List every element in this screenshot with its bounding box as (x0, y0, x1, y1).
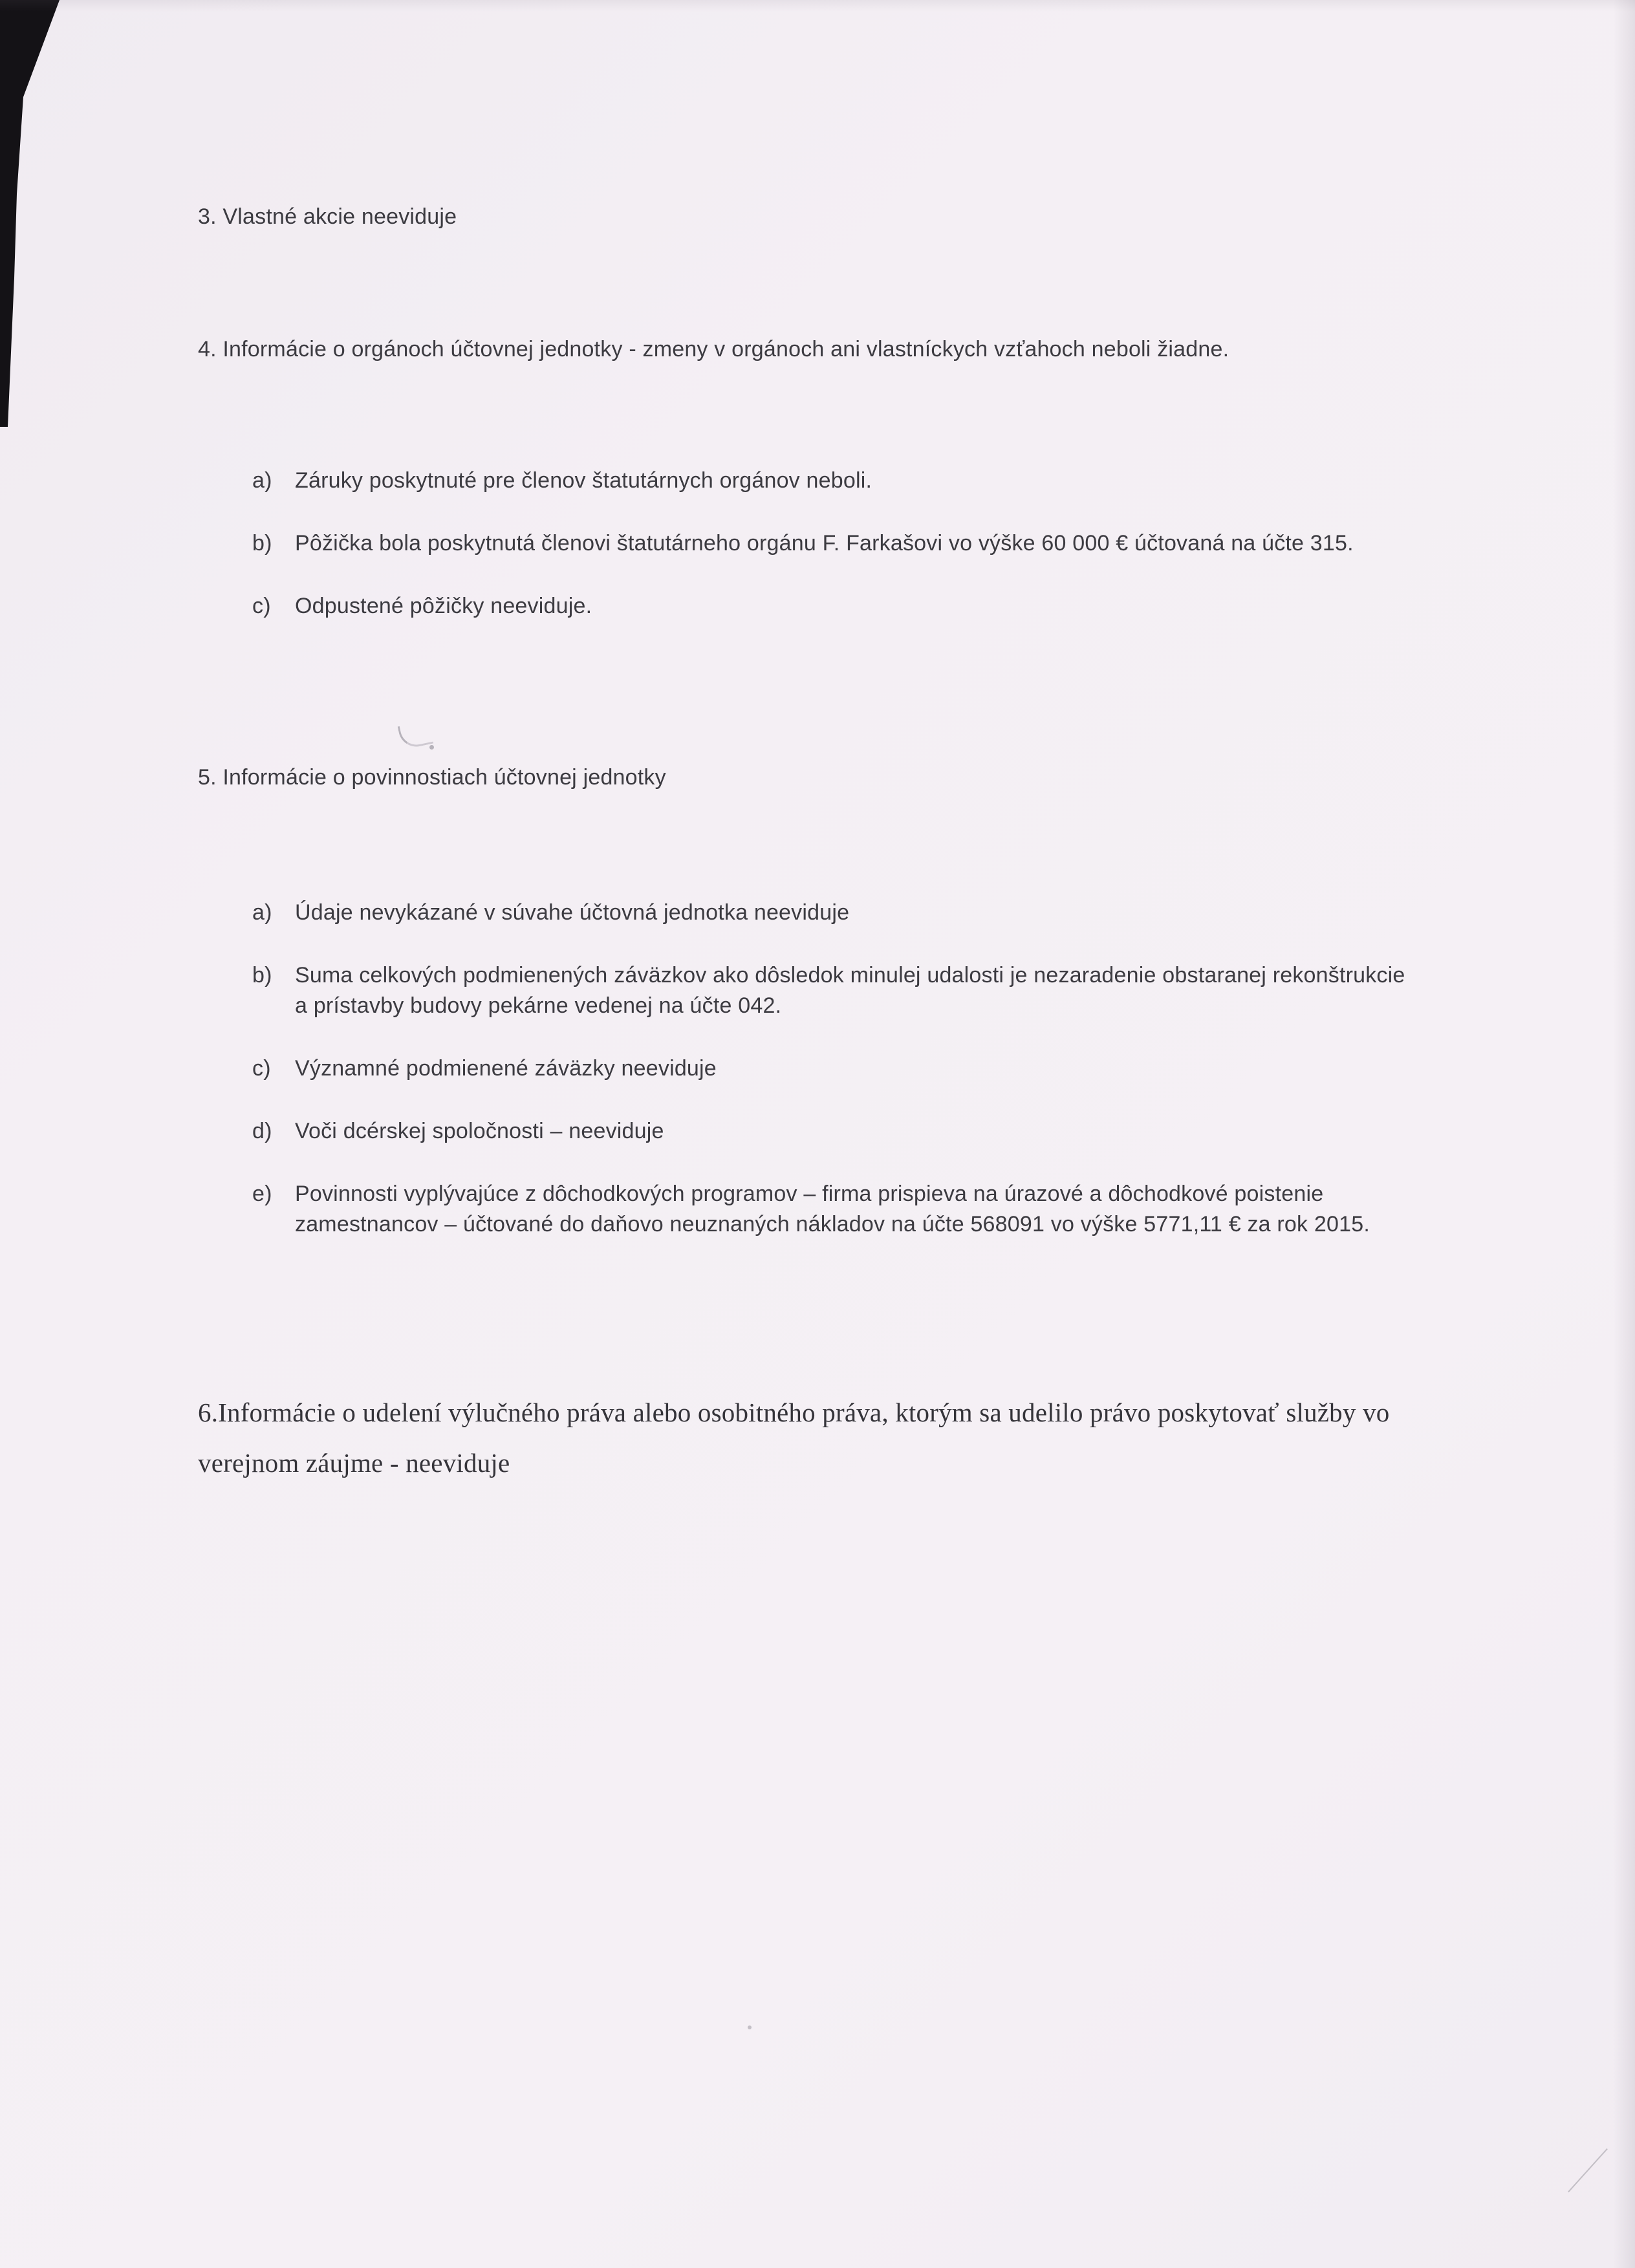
list-item-text: Povinnosti vyplývajúce z dôchodkových programov – firma prispieva na úrazové a dôchodkové poistenie zamestnancov – účtované do daňovo neuznaných nákladov na účte 568091 vo výške 5771,11 € za rok 2015. (295, 1182, 1370, 1237)
list-item-label: c) (252, 1056, 271, 1081)
list-item (252, 1116, 1422, 1147)
list-item-label: a) (252, 468, 272, 493)
section-3-paragraph: 3. Vlastné akcie neeviduje (198, 204, 457, 229)
list-item-label: e) (252, 1182, 272, 1206)
list-item-text: Významné podmienené záväzky neeviduje (295, 1056, 717, 1081)
list-item-text: Záruky poskytnuté pre členov štatutárnych orgánov neboli. (295, 468, 872, 493)
list-item-text: Pôžička bola poskytnutá členovi štatutárneho orgánu F. Farkašovi vo výške 60 000 € účtovaná na účte 315. (295, 531, 1354, 556)
list-item-label: a) (252, 900, 272, 925)
section-4-intro-paragraph: 4. Informácie o orgánoch účtovnej jednotky - zmeny v orgánoch ani vlastníckych vzťahoch neboli žiadne. (198, 337, 1229, 362)
list-item (252, 591, 1422, 621)
list-item-text: Údaje nevykázané v súvahe účtovná jednotka neeviduje (295, 900, 850, 925)
list-item-text: Suma celkových podmienených záväzkov ako dôsledok minulej udalosti je nezaradenie obstaranej rekonštrukcie a prístavby budovy pekárne vedenej na účte 042. (295, 963, 1405, 1018)
scan-artifact-crease (1568, 2148, 1608, 2192)
list-item-label: c) (252, 594, 271, 618)
section-5-list (198, 898, 1422, 1240)
list-item-label: b) (252, 531, 272, 556)
list-item (252, 1053, 1422, 1084)
section-6-paragraph: 6.Informácie o udelení výlučného práva alebo osobitného práva, ktorým sa udelilo právo poskytovať služby vo verejnom záujme - neeviduje (198, 1398, 1390, 1478)
list-item-label: d) (252, 1119, 272, 1143)
list-item (252, 960, 1422, 1021)
section-4-list (198, 466, 1422, 621)
list-item (252, 466, 1422, 496)
list-item-label: b) (252, 963, 272, 988)
section-5-intro-paragraph: 5. Informácie o povinnostiach účtovnej jednotky (198, 765, 666, 790)
list-item (252, 1179, 1422, 1240)
list-item-text: Odpustené pôžičky neeviduje. (295, 594, 592, 618)
list-item (252, 898, 1422, 928)
list-item-text: Voči dcérskej spoločnosti – neeviduje (295, 1119, 664, 1143)
scan-artifact-speck (748, 2025, 752, 2029)
list-item (252, 528, 1422, 559)
